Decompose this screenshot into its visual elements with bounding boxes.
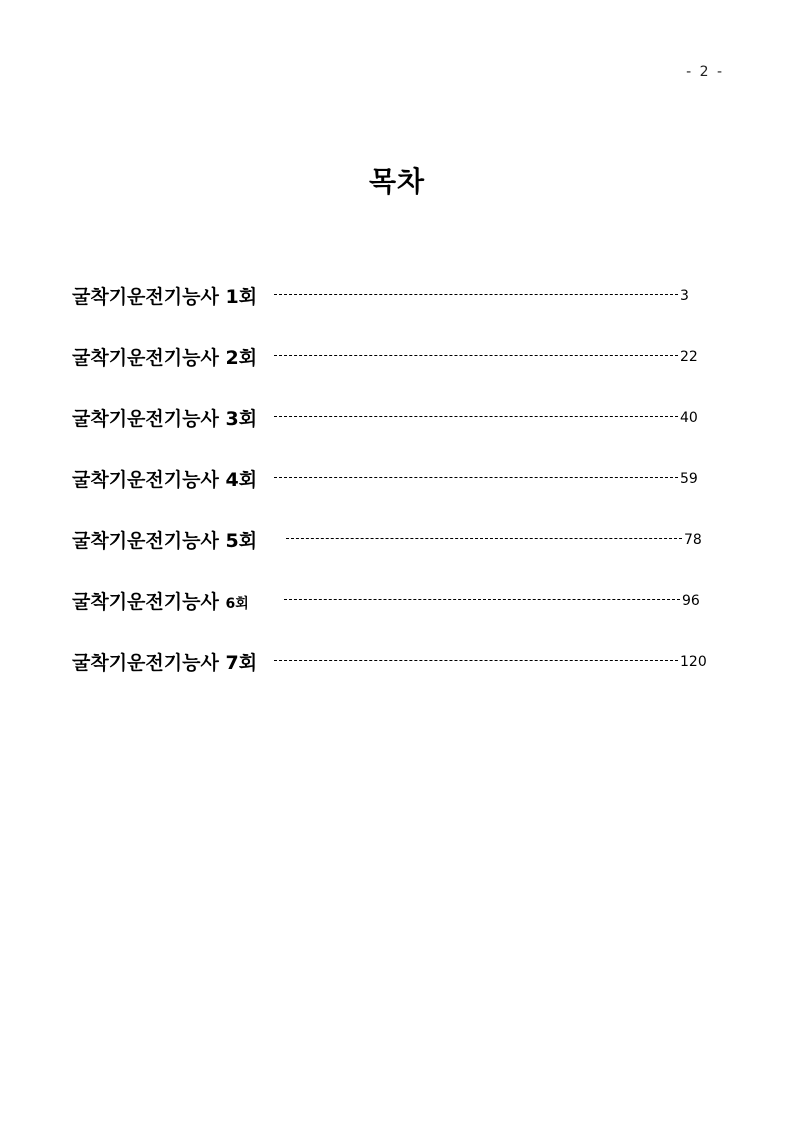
toc-entry-title	[72, 587, 249, 614]
toc-entry-number: 4회	[225, 469, 258, 491]
toc-entry-title	[72, 648, 257, 675]
toc-entry-title	[72, 343, 257, 370]
toc-entry-name: 굴착기운전기능사	[72, 408, 219, 430]
toc-entry-page: 40	[680, 410, 698, 426]
toc-entry-number: 2회	[225, 347, 258, 369]
toc-entry-title	[72, 404, 257, 431]
toc-entry-number: 3회	[225, 408, 258, 430]
toc-leader-line	[274, 660, 678, 661]
page-title: 목차	[368, 165, 426, 198]
toc-entry-name: 굴착기운전기능사	[72, 652, 219, 674]
toc-entry-name: 굴착기운전기능사	[72, 469, 219, 491]
toc-entry-page: 59	[680, 471, 698, 487]
toc-entry-1[interactable]	[72, 282, 712, 343]
toc-leader-line	[274, 355, 678, 356]
toc-leader-line	[274, 416, 678, 417]
toc-entry-number: 1회	[225, 286, 258, 308]
page-number: - 2 -	[686, 64, 724, 80]
toc-entry-7[interactable]	[72, 648, 712, 709]
toc-entry-page: 78	[684, 532, 702, 548]
toc-entry-number: 5회	[225, 530, 258, 552]
toc-leader-line	[274, 294, 678, 295]
toc-entry-name: 굴착기운전기능사	[72, 286, 219, 308]
toc-entry-5[interactable]	[72, 526, 712, 587]
toc-leader-line	[274, 477, 678, 478]
toc-entry-3[interactable]	[72, 404, 712, 465]
toc-entry-6[interactable]	[72, 587, 712, 648]
toc-entry-page: 3	[680, 288, 689, 304]
toc-entry-page: 120	[680, 654, 707, 670]
toc-entry-name: 굴착기운전기능사	[72, 530, 219, 552]
toc-leader-line	[286, 538, 682, 539]
toc-entry-name: 굴착기운전기능사	[72, 347, 219, 369]
toc-entry-page: 22	[680, 349, 698, 365]
toc-entry-number: 6회	[225, 596, 249, 612]
toc-list	[72, 282, 712, 709]
toc-entry-name: 굴착기운전기능사	[72, 591, 219, 613]
toc-entry-2[interactable]	[72, 343, 712, 404]
toc-entry-number: 7회	[225, 652, 258, 674]
toc-entry-title	[72, 526, 257, 553]
toc-entry-title	[72, 465, 257, 492]
toc-entry-4[interactable]	[72, 465, 712, 526]
toc-entry-title	[72, 282, 257, 309]
toc-leader-line	[284, 599, 680, 600]
toc-entry-page: 96	[682, 593, 700, 609]
